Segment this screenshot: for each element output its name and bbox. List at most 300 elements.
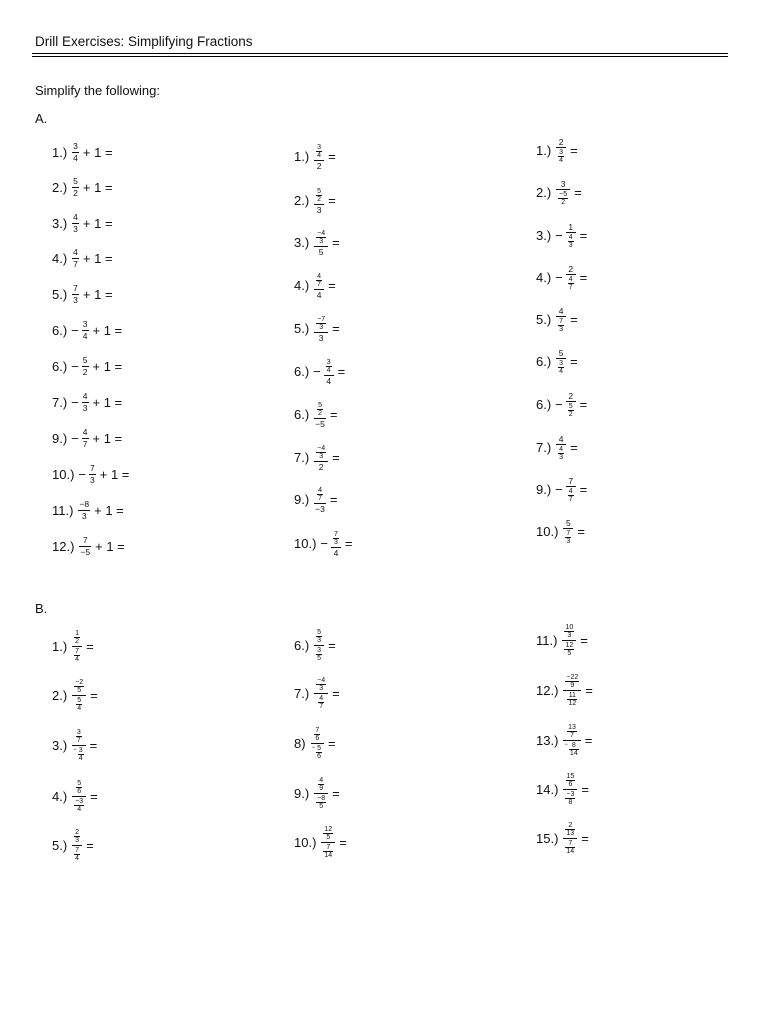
fraction (321, 826, 335, 859)
problem-tail: = (332, 685, 340, 701)
numerator (563, 822, 577, 838)
problem-item (52, 142, 113, 162)
denominator (567, 700, 577, 707)
fraction (314, 230, 328, 257)
denominator (569, 750, 579, 757)
problem-item (536, 477, 587, 504)
denominator (565, 538, 571, 545)
problem-item (536, 265, 587, 292)
numerator (314, 316, 328, 332)
denominator (558, 157, 564, 164)
denominator-value: 12 (568, 699, 577, 707)
fraction (558, 446, 564, 461)
numerator-value: 4 (73, 212, 78, 222)
denominator-value: 4 (326, 366, 331, 374)
denominator (325, 834, 331, 841)
numerator (571, 742, 577, 749)
problem-tail: = (327, 735, 336, 751)
denominator-value: 7 (568, 496, 573, 503)
denominator (318, 785, 324, 792)
denominator (76, 705, 82, 712)
numerator-value: 2 (558, 136, 564, 147)
minus-sign: − (71, 430, 79, 446)
fraction (314, 188, 324, 215)
numerator-value: 5 (318, 401, 322, 409)
denominator-value: 8 (568, 798, 573, 806)
numerator (74, 729, 84, 745)
numerator (558, 360, 564, 367)
section-b-label: B. (35, 601, 48, 616)
numerator-value: 7 (559, 318, 564, 325)
problem-tail: = (86, 638, 94, 654)
denominator-value: 6 (315, 734, 320, 742)
numerator (316, 445, 326, 452)
fraction (314, 445, 328, 472)
numerator (562, 624, 576, 640)
numerator (74, 829, 80, 836)
numerator (565, 530, 571, 537)
problem-item (536, 392, 587, 419)
problem-number: 4.) (52, 788, 68, 804)
numerator (568, 403, 574, 410)
problem-item (536, 435, 578, 462)
numerator-value: 3 (317, 646, 322, 654)
numerator (567, 840, 573, 847)
problem-number: 6.) (294, 637, 310, 653)
numerator (316, 230, 326, 237)
minus-sign: − (555, 228, 563, 244)
numerator-value: 7 (315, 726, 320, 734)
denominator-value: 6 (77, 787, 82, 795)
denominator (562, 641, 576, 657)
denominator (563, 790, 577, 806)
problem-item (294, 677, 340, 710)
numerator (72, 829, 82, 845)
denominator-value: 14 (569, 749, 578, 757)
fraction (565, 840, 575, 855)
problem-item (294, 230, 340, 257)
problem-tail: = (570, 440, 578, 456)
numerator (318, 777, 324, 784)
header-rule-top (32, 53, 728, 54)
numerator (82, 356, 89, 366)
problem-item (536, 674, 593, 707)
denominator (568, 284, 574, 291)
numerator-value: 4 (568, 276, 573, 283)
denominator (72, 746, 85, 762)
problem-item (52, 464, 129, 484)
numerator (565, 791, 575, 798)
numerator (76, 780, 82, 787)
numerator-value: 7 (326, 843, 331, 851)
denominator-value: 3 (334, 538, 338, 546)
numerator-value: 5 (558, 347, 564, 358)
numerator-value: 4 (559, 446, 564, 453)
problem-number: 1.) (52, 638, 68, 654)
fraction (556, 349, 566, 376)
problem-tail: = (329, 407, 338, 423)
fraction (558, 360, 564, 375)
fraction (333, 531, 339, 546)
denominator (566, 487, 576, 503)
problem-tail: = (332, 450, 340, 466)
problem-tail: + 1 = (82, 144, 113, 160)
numerator-value: 7 (73, 283, 78, 293)
problem-number: 10.) (294, 834, 317, 850)
denominator-value: 4 (75, 655, 80, 663)
problem-item (536, 624, 588, 657)
problem-tail: = (332, 235, 340, 251)
problem-number: 4.) (294, 278, 310, 294)
problem-number: 10.) (52, 466, 75, 482)
problem-number: 2.) (294, 193, 310, 209)
denominator (566, 650, 572, 657)
numerator (74, 798, 84, 805)
fraction (72, 679, 86, 712)
problem-tail: = (581, 830, 589, 846)
denominator-value: 3 (566, 538, 571, 545)
denominator (76, 737, 82, 744)
problem-number: 9.) (52, 430, 68, 446)
problem-item (294, 359, 345, 386)
denominator (316, 753, 322, 760)
problem-tail: = (90, 687, 98, 703)
problem-number: 10.) (294, 536, 317, 552)
problem-item (52, 729, 97, 762)
denominator (316, 694, 326, 710)
fraction (74, 630, 80, 645)
denominator (316, 161, 323, 171)
denominator (565, 830, 575, 837)
numerator-value: −4 (317, 676, 326, 684)
denominator (323, 852, 333, 859)
minus-sign: − (555, 482, 563, 498)
problem-item (52, 177, 113, 197)
problem-number: 7.) (294, 685, 310, 701)
fraction (565, 674, 579, 689)
numerator-value: 7 (568, 475, 574, 486)
problem-number: 3.) (294, 235, 310, 251)
problem-item (536, 138, 578, 165)
numerator (558, 307, 565, 317)
numerator-value: 4 (558, 433, 564, 444)
numerator (568, 276, 574, 283)
problem-tail: = (86, 837, 94, 853)
denominator-value: 6 (568, 780, 573, 788)
numerator-value: 10 (565, 623, 574, 631)
denominator-value: 7 (319, 702, 324, 710)
fraction (78, 500, 90, 520)
fraction (314, 402, 326, 429)
denominator (74, 696, 84, 712)
denominator (314, 504, 326, 514)
fraction (78, 747, 84, 762)
numerator-value: 5 (82, 355, 88, 365)
fraction (323, 826, 333, 841)
problem-number: 9.) (536, 482, 552, 498)
problem-item (294, 273, 336, 300)
denominator-value: 2 (561, 199, 566, 206)
problem-item (294, 487, 337, 514)
problem-tail: = (328, 278, 336, 294)
numerator (316, 795, 326, 802)
section-a-label: A. (35, 111, 48, 126)
fraction (79, 536, 91, 556)
problem-tail: = (90, 788, 98, 804)
numerator-value: 5 (568, 403, 573, 410)
fraction (317, 487, 323, 502)
minus-sign: − (71, 394, 79, 410)
denominator-value: 2 (318, 409, 322, 417)
numerator (321, 826, 335, 842)
problem-item (294, 727, 336, 760)
numerator-value: 1 (568, 221, 574, 232)
denominator-value: −5 (80, 546, 91, 557)
denominator-value: 14 (566, 847, 575, 855)
denominator (318, 462, 325, 472)
numerator (316, 316, 326, 323)
problem-tail: = (579, 228, 588, 244)
problem-tail: = (581, 781, 589, 797)
denominator (82, 439, 89, 449)
problem-item (52, 213, 113, 233)
problem-item (294, 188, 336, 215)
fraction (72, 630, 82, 663)
problem-number: 1.) (52, 144, 68, 160)
problem-item (52, 320, 122, 340)
denominator (314, 735, 320, 742)
fraction (76, 729, 82, 744)
fraction (563, 773, 577, 806)
fraction (558, 318, 564, 333)
numerator (74, 630, 80, 637)
fraction (568, 234, 574, 249)
numerator (558, 435, 565, 445)
problem-item (536, 822, 589, 855)
numerator (563, 674, 581, 690)
numerator (564, 642, 574, 649)
numerator (74, 847, 80, 854)
problem-tail: + 1 = (82, 250, 113, 266)
denominator-value: 9 (319, 784, 324, 792)
denominator-value: 4 (326, 375, 332, 386)
denominator-value: 7 (570, 731, 574, 739)
numerator (72, 213, 79, 223)
denominator-value: 3 (73, 223, 78, 234)
denominator (566, 275, 576, 291)
denominator-value: 3 (559, 454, 564, 461)
problem-number: 6.) (536, 354, 552, 370)
minus-sign: − (78, 466, 86, 482)
problem-item (536, 773, 589, 806)
denominator (318, 238, 324, 245)
fraction (316, 629, 322, 644)
numerator-value: 4 (73, 247, 78, 257)
fraction (74, 847, 80, 862)
numerator-value: 7 (82, 535, 88, 545)
denominator-value: 4 (82, 330, 88, 341)
denominator-value: 7 (76, 736, 81, 744)
denominator-value: 3 (559, 326, 564, 333)
problem-number: 6.) (294, 364, 310, 380)
denominator (318, 247, 325, 257)
denominator-value: 7 (318, 494, 322, 502)
numerator (567, 265, 574, 275)
denominator (72, 224, 79, 234)
fraction (74, 648, 80, 663)
problem-tail: = (570, 354, 578, 370)
fraction (316, 745, 322, 760)
minus-sign: − (71, 358, 79, 374)
numerator-value: 4 (82, 427, 88, 437)
numerator (558, 318, 564, 325)
fraction (569, 742, 579, 757)
denominator (89, 475, 96, 485)
fraction (72, 829, 82, 862)
denominator (76, 788, 82, 795)
numerator (76, 697, 82, 704)
numerator (72, 177, 79, 187)
denominator-value: 3 (319, 237, 324, 245)
denominator-value: 4 (73, 152, 78, 163)
denominator (556, 317, 566, 333)
numerator (76, 729, 82, 736)
denominator (82, 403, 89, 413)
problem-item (52, 780, 98, 813)
denominator-value: 7 (568, 284, 573, 291)
problem-tail: + 1 = (92, 394, 123, 410)
numerator (314, 727, 320, 734)
fraction (563, 822, 577, 855)
numerator (82, 428, 89, 438)
problem-number: 11.) (52, 502, 74, 518)
denominator (563, 741, 580, 757)
denominator (568, 411, 574, 418)
denominator-value: 5 (567, 649, 572, 657)
denominator-value: 4 (316, 289, 322, 300)
minus-sign: − (320, 536, 328, 552)
numerator (316, 777, 326, 793)
problem-number: 15.) (536, 830, 559, 846)
problem-tail: = (570, 143, 578, 159)
denominator (76, 806, 82, 813)
fraction (314, 777, 328, 810)
numerator (558, 149, 564, 156)
denominator (79, 547, 91, 557)
numerator-value: 5 (77, 779, 82, 787)
problem-item (52, 284, 113, 304)
problem-tail: = (89, 737, 98, 753)
denominator-value: 3 (82, 402, 88, 413)
fraction (568, 276, 574, 291)
numerator (325, 844, 331, 851)
problem-item (536, 349, 578, 376)
denominator (316, 290, 323, 300)
problem-tail: = (344, 536, 353, 552)
problem-tail: = (579, 397, 588, 413)
denominator-value: 2 (318, 461, 324, 472)
fraction (314, 487, 326, 514)
denominator (318, 803, 324, 810)
denominator-value: 3 (318, 332, 324, 343)
denominator (566, 233, 576, 249)
numerator-value: −3 (75, 797, 84, 805)
numerator (72, 679, 86, 695)
numerator-value: −3 (566, 790, 575, 798)
problem-item (294, 777, 340, 810)
problem-number: 10.) (536, 524, 559, 540)
denominator (316, 205, 323, 215)
fraction (76, 697, 82, 712)
denominator-value: 2 (568, 411, 573, 418)
numerator-value: 3 (560, 178, 566, 189)
instructions: Simplify the following: (35, 83, 160, 98)
denominator (82, 331, 89, 341)
numerator (316, 677, 326, 684)
problem-item (294, 316, 340, 343)
numerator (82, 320, 89, 330)
minus-sign: − (71, 322, 79, 338)
problem-item (52, 248, 113, 268)
denominator (568, 496, 574, 503)
problem-tail: = (579, 482, 588, 498)
fraction (316, 445, 326, 460)
numerator (78, 747, 84, 754)
denominator-value: 3 (81, 510, 87, 521)
denominator (566, 402, 576, 418)
denominator (78, 755, 84, 762)
denominator-value: 9 (570, 681, 575, 689)
fraction (556, 180, 570, 207)
numerator (316, 745, 322, 752)
denominator (326, 367, 332, 374)
problem-number: 5.) (52, 837, 68, 853)
fraction (318, 695, 324, 710)
fraction (316, 316, 326, 331)
denominator-value: 5 (77, 686, 82, 694)
denominator (556, 445, 566, 461)
fraction (556, 307, 566, 334)
problem-item (536, 180, 582, 207)
numerator-value: 4 (319, 776, 324, 784)
problem-number: 1.) (294, 149, 310, 165)
fraction (331, 531, 341, 558)
denominator (318, 703, 324, 710)
problem-item (536, 223, 587, 250)
denominator (563, 839, 577, 855)
numerator (558, 349, 565, 359)
numerator (72, 630, 82, 646)
denominator-value: 5 (319, 802, 324, 810)
numerator-value: 2 (75, 828, 80, 836)
numerator-value: 3 (82, 319, 88, 329)
problem-tail: + 1 = (82, 286, 113, 302)
fraction (567, 724, 577, 739)
numerator-value: 7 (75, 846, 80, 854)
problem-tail: + 1 = (95, 538, 125, 554)
denominator (72, 647, 82, 663)
problem-number: 4.) (52, 250, 68, 266)
problem-tail: = (580, 632, 588, 648)
fraction (556, 138, 566, 165)
denominator (560, 199, 566, 206)
numerator-value: 4 (558, 305, 564, 316)
denominator-value: 4 (559, 368, 564, 375)
numerator-value: −5 (559, 191, 568, 198)
problem-number: 9.) (294, 785, 310, 801)
numerator (317, 487, 323, 494)
problem-item (536, 519, 585, 546)
